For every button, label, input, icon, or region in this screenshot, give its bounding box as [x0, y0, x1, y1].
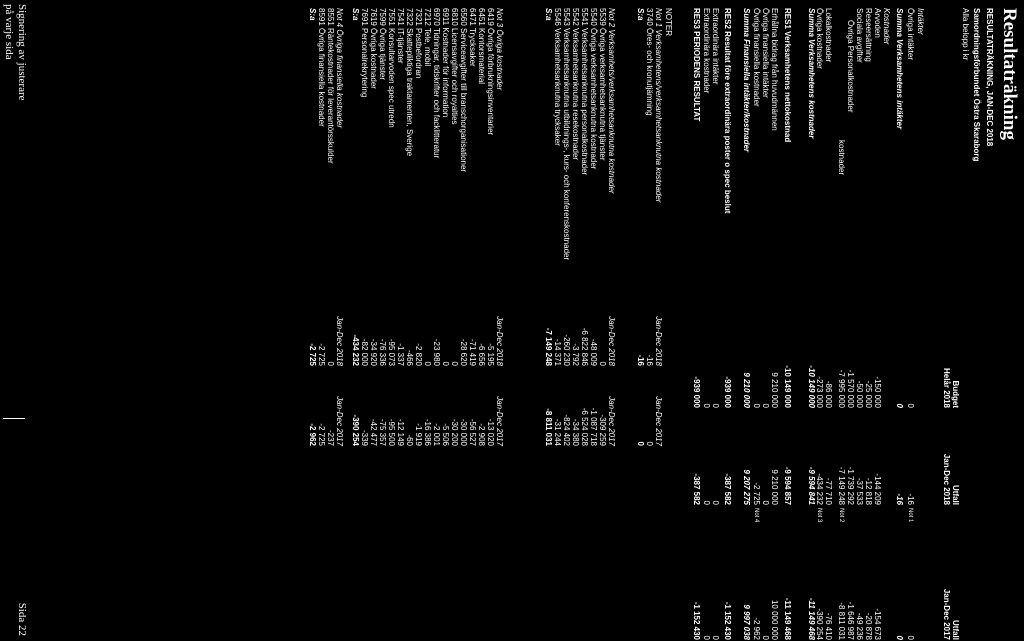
note2-row-1-label: 5540 Övriga verksamhetsanknutna kostnader: [589, 8, 598, 170]
note3-row-12-label: 7599 Övriga tjänster: [378, 8, 387, 81]
organization-name: Samordningsförbundet Östra Skaraborg: [972, 8, 981, 162]
cost-row-4-note: Not 2: [838, 508, 844, 523]
note2-row-2-a: -6 822 846: [580, 327, 589, 366]
cost-row-3-outcome: -1 739 292: [846, 466, 855, 505]
extra-row-1-prior: 0: [702, 635, 711, 640]
cost-row-2-prior: -49 236: [855, 612, 864, 640]
cost-row-2-label: Sociala avgifter: [855, 8, 864, 63]
note3-row-8-label: 7321 Postbefordran: [414, 8, 423, 79]
note1-col-a: Jan-Dec 2018: [654, 316, 663, 366]
note4-row-0-label: 8551 Räntekostnader för leverantörsskulder: [326, 8, 335, 164]
note3-heading: Not 3 Övriga kostnader: [495, 8, 504, 91]
extra-row-0-prior: 0: [711, 635, 720, 640]
note2-row-5-a: -14 371: [553, 338, 562, 366]
note3-row-9-a: -466: [405, 349, 414, 366]
cost-row-3-label: Övriga Personalkostnader: [846, 20, 855, 113]
note4-row-1-b: -2 725: [317, 423, 326, 446]
note3-row-1-b: -2 908: [477, 423, 486, 446]
cost-row-6-note: Not 3: [816, 508, 822, 523]
note2-row-1-b: -1 087 718: [589, 407, 598, 446]
note2-sum-a: -7 149 248: [544, 327, 553, 366]
cost-row-1-label: Reseersättning: [864, 8, 873, 62]
note3-row-6-a: -23 980: [432, 338, 441, 366]
note3-row-4-b: -30 200: [450, 418, 459, 446]
extra-row-0-outcome: 0: [711, 500, 720, 505]
note2-row-2-b: -6 524 028: [580, 407, 589, 446]
note3-row-8-a: -2 820: [414, 343, 423, 366]
income-row-0-outcome: -16: [906, 493, 915, 505]
financial-row-2-budget: 0: [752, 403, 761, 408]
note3-row-11-label: 7551 Konsultarvoden spec utredn: [387, 8, 396, 128]
note3-row-2-label: 6471 Trycksaker: [468, 8, 477, 67]
res2-outcome: -387 582: [723, 473, 732, 505]
signature-line-2: på varje sida: [3, 4, 15, 60]
cost-row-4-prior: -8 811 031: [837, 602, 846, 640]
res1-label: RES1 Verksamhetens nettokostnad: [783, 8, 792, 143]
note3-row-10-label: 7541 IT-tjänster: [396, 8, 405, 64]
note3-row-2-a: -71 419: [468, 338, 477, 366]
note2-row-0-label: 5539 Övriga verksamhetsanknutna tjänster: [598, 8, 607, 161]
costs-total-label: Summa Verksamhetens kostnader: [807, 8, 816, 139]
financial-total-prior: 9 997 038: [742, 604, 751, 640]
note3-row-7-label: 7212 Tele, mobil: [423, 8, 432, 67]
financial-row-0-prior: 10 000 000: [770, 599, 779, 640]
cost-row-1-budget: -25 000: [864, 380, 873, 408]
note3-row-0-label: 6419 Övriga förbrukningsinventarier: [486, 8, 495, 136]
financial-row-1-outcome: 0: [761, 500, 770, 505]
col-prior-bottom: Jan-Dec 2017: [942, 588, 951, 640]
note2-row-3-b: -34 380: [571, 418, 580, 446]
note1-row-0-b: 0: [645, 441, 654, 446]
cost-row-6-label: Övriga kostnader: [815, 8, 824, 69]
income-row-0-label: Övriga intäkter: [906, 8, 915, 61]
extra-row-1-budget: 0: [702, 403, 711, 408]
note1-sum-b: 0: [636, 441, 645, 446]
col-budget-bottom: Helår 2018: [942, 367, 951, 408]
financial-total-label: Summa Finansiella intäkter/kostnader: [742, 8, 751, 153]
notes-heading: NOTER: [664, 8, 673, 36]
note3-sum-b: -390 254: [351, 414, 360, 446]
res2-prior: -1 152 430: [723, 601, 732, 640]
income-total-prior: 0: [895, 635, 904, 640]
income-total-label: Summa Verksamhetens intäkter: [895, 8, 904, 130]
note4-row-1-label: 8591 Övriga finansiella kostnader: [317, 8, 326, 127]
res1-prior: -11 149 468: [783, 597, 792, 640]
income-total-budget: 0: [895, 403, 904, 408]
note3-row-6-label: 6970 Tidningar, tidskrifter och facklitteratur: [432, 8, 441, 159]
financial-row-1-label: Övriga finansiella intäkter: [761, 8, 770, 98]
page-title: Resultaträkning: [999, 8, 1020, 140]
note3-row-9-label: 7322 Skattepliktiga traktamenten, Sverige: [405, 8, 414, 157]
cost-row-0-prior: -154 673: [873, 608, 882, 640]
note2-col-a: Jan-Dec 2018: [607, 316, 616, 366]
note1-sum-a: -16: [636, 354, 645, 366]
note1-row-0-a: -16: [645, 354, 654, 366]
note2-row-5-b: -31 244: [553, 418, 562, 446]
note3-row-3-b: -30 000: [459, 418, 468, 446]
extra-row-1-outcome: 0: [702, 500, 711, 505]
costs-heading: Kostnader: [882, 8, 891, 45]
note2-row-3-label: 5542 Verksamhetsanknutna resekostnader: [571, 8, 580, 161]
cost-row-6-outcome: -434 232: [815, 473, 824, 505]
financial-row-2-prior: -2 962: [752, 617, 761, 640]
note4-row-0-a: 0: [326, 361, 335, 366]
res3-outcome: -387 582: [692, 473, 701, 505]
res2-budget: -939 000: [723, 376, 732, 408]
page-number: Sida 22: [16, 602, 28, 636]
income-total-outcome: -16: [895, 493, 904, 505]
res1-budget: -10 149 000: [783, 365, 792, 408]
financial-total-budget: 9 210 000: [742, 372, 751, 408]
res3-prior: -1 152 430: [692, 601, 701, 640]
extra-row-0-label: Extraordinära intäkter: [711, 8, 720, 85]
cost-row-6-budget: -273 000: [815, 376, 824, 408]
extra-row-1-label: Extraordinära kostnader: [702, 8, 711, 94]
note2-row-0-b: -309 259: [598, 414, 607, 446]
note3-row-4-a: 0: [450, 361, 459, 366]
cost-row-5-budget: -86 000: [824, 380, 833, 408]
cost-row-4-budget: -7 995 000: [837, 369, 846, 408]
note4-sum-label: S:a: [308, 8, 317, 21]
note3-row-14-a: -82 000: [360, 338, 369, 366]
signature-line-1: Signering av justerare: [16, 4, 28, 101]
note3-row-2-b: -56 527: [468, 418, 477, 446]
res2-label: RES2 Resultat före extraordinära poster o spec beslut: [723, 8, 732, 214]
note3-row-4-label: 6810 Licensavgifter och royalties: [450, 8, 459, 125]
costs-total-outcome: -9 594 841: [807, 466, 816, 505]
financial-row-2-note: Not 4: [753, 508, 759, 523]
cost-row-4-outcome: -7 149 248: [837, 466, 846, 505]
note2-row-4-b: -824 402: [562, 414, 571, 446]
note3-row-9-b: -60: [405, 434, 414, 446]
cost-row-2-outcome: -37 533: [855, 477, 864, 505]
note2-row-5-label: 5546 Verksamhetsanknutna trycksaker: [553, 8, 562, 146]
note1-heading: Not 1 Verksamhetens/verksamhetsanknutna kostnader: [654, 8, 663, 203]
note4-row-1-a: -2 725: [317, 343, 326, 366]
note3-row-8-b: -1 919: [414, 423, 423, 446]
note3-row-3-label: 6560 Serviceavgifter till branschorganisationer: [459, 8, 468, 173]
cost-row-5-label: Lokalkostnader: [824, 8, 833, 63]
col-outcome-bottom: Jan-Dec 2018: [942, 453, 951, 505]
note3-row-7-a: 0: [423, 361, 432, 366]
note4-sum-a: -2 725: [308, 343, 317, 366]
col-outcome-top: Utfall: [951, 485, 960, 505]
note3-row-10-a: -1 337: [396, 343, 405, 366]
note2-heading: Not 2 Verksamhets/verksamhetsanknutna kostnader: [607, 8, 616, 194]
amount-unit: Alla belopp i kr: [961, 8, 970, 61]
note2-col-b: Jan-Dec 2017: [607, 396, 616, 446]
note2-row-4-label: 5543 Verksamhetsanknutna utbildnings-, kurs- och konferenskostnader: [562, 8, 571, 261]
note2-sum-b: -8 811 031: [544, 408, 553, 446]
cost-row-0-outcome: -144 209: [873, 473, 882, 505]
note3-row-11-a: -95 073: [387, 338, 396, 366]
note2-row-2-label: 5541 Verksamhetsanknutna personalkostnader: [580, 8, 589, 176]
note3-sum-label: S:a: [351, 8, 360, 21]
note3-row-14-b: -339: [360, 429, 369, 446]
note3-row-0-a: -5 195: [486, 343, 495, 366]
cost-row-0-budget: -150 000: [873, 376, 882, 408]
note3-row-11-b: -95 500: [387, 418, 396, 446]
note1-sum-label: S:a: [636, 8, 645, 21]
note3-col-a: Jan-Dec 2018: [495, 316, 504, 366]
note2-row-4-a: -260 230: [562, 334, 571, 366]
signature-box-line: [3, 418, 25, 419]
note3-row-13-b: -42 477: [369, 418, 378, 446]
income-row-0-budget: 0: [906, 403, 915, 408]
note2-row-3-a: -3 792: [571, 343, 580, 366]
note3-row-6-b: -2 001: [432, 423, 441, 446]
note4-col-b: Jan-Dec 2017: [335, 396, 344, 446]
note2-sum-label: S:a: [544, 8, 553, 21]
financial-row-1-budget: 0: [761, 403, 770, 408]
note3-row-13-a: -34 920: [369, 338, 378, 366]
col-budget-top: Budget: [951, 380, 960, 408]
cost-row-3-prior: -1 646 987: [846, 601, 855, 640]
financial-row-1-prior: 0: [761, 635, 770, 640]
res1-outcome: -9 594 857: [783, 466, 792, 505]
note4-heading: Not 4 Övriga finansiella kostnader: [335, 8, 344, 129]
note1-row-0-label: 3740 Öres- och kronutjämning: [645, 8, 654, 116]
note3-row-5-b: -5 506: [441, 423, 450, 446]
note3-row-1-a: -6 656: [477, 343, 486, 366]
note3-row-10-b: -12 149: [396, 418, 405, 446]
note3-row-0-b: -13 020: [486, 418, 495, 446]
cost-row-5-outcome: -77 710: [824, 477, 833, 505]
note4-col-a: Jan-Dec 2018: [335, 316, 344, 366]
note3-row-12-a: -76 336: [378, 338, 387, 366]
financial-row-2-outcome: -2 725: [752, 482, 761, 505]
report-subtitle: RESULTATRÄKNING, JAN-DEC 2018: [985, 8, 994, 147]
financial-row-0-label: Erhållna bidrag från huvudmännen: [770, 8, 779, 131]
cost-row-1-outcome: -12 818: [864, 477, 873, 505]
note2-row-0-a: 0: [598, 361, 607, 366]
cost-row-6-prior: -390 254: [815, 608, 824, 640]
costs-total-prior: -11 149 468: [807, 597, 816, 640]
income-heading: Intäkter: [916, 8, 925, 35]
income-row-0-prior: 0: [906, 635, 915, 640]
note3-row-12-b: -75 357: [378, 418, 387, 446]
note3-row-14-label: 7691 Personalrekrytering: [360, 8, 369, 98]
note3-sum-a: -434 232: [351, 334, 360, 366]
note4-sum-b: -2 962: [308, 423, 317, 446]
income-row-0-note: Not 1: [907, 508, 913, 523]
res3-budget: -939 000: [692, 376, 701, 408]
note2-row-1-a: -48 009: [589, 338, 598, 366]
financial-row-0-budget: 9 210 000: [770, 372, 779, 408]
col-prior-top: Utfall: [951, 620, 960, 640]
cost-row-2-budget: -50 000: [855, 380, 864, 408]
note3-row-5-a: 0: [441, 361, 450, 366]
cost-row-1-prior: -20 878: [864, 612, 873, 640]
note1-col-b: Jan-Dec 2017: [654, 396, 663, 446]
note3-row-7-b: -16 386: [423, 418, 432, 446]
note3-row-3-a: -28 620: [459, 338, 468, 366]
extra-row-0-budget: 0: [711, 403, 720, 408]
financial-total-outcome: 9 207 275: [742, 469, 751, 505]
note4-row-0-b: -237: [326, 429, 335, 446]
note3-col-b: Jan-Dec 2017: [495, 396, 504, 446]
cost-row-0-label: Arvoden: [873, 8, 882, 38]
res3-label: RES3 PERIODENS RESULTAT: [692, 8, 701, 122]
cost-row-4-label: kostnader: [837, 140, 846, 176]
cost-row-3-budget: -1 570 000: [846, 369, 855, 408]
note3-row-5-label: 6911 Kostnader för information: [441, 8, 450, 118]
cost-row-5-prior: -76 410: [824, 612, 833, 640]
note3-row-13-label: 7619 Övriga kostnader: [369, 8, 378, 89]
financial-row-2-label: Övriga finansiella kostnader: [752, 8, 761, 107]
note3-row-1-label: 6451 Kontorsmaterial: [477, 8, 486, 85]
costs-total-budget: -10 149 000: [807, 365, 816, 408]
financial-row-0-outcome: 9 210 000: [770, 469, 779, 505]
